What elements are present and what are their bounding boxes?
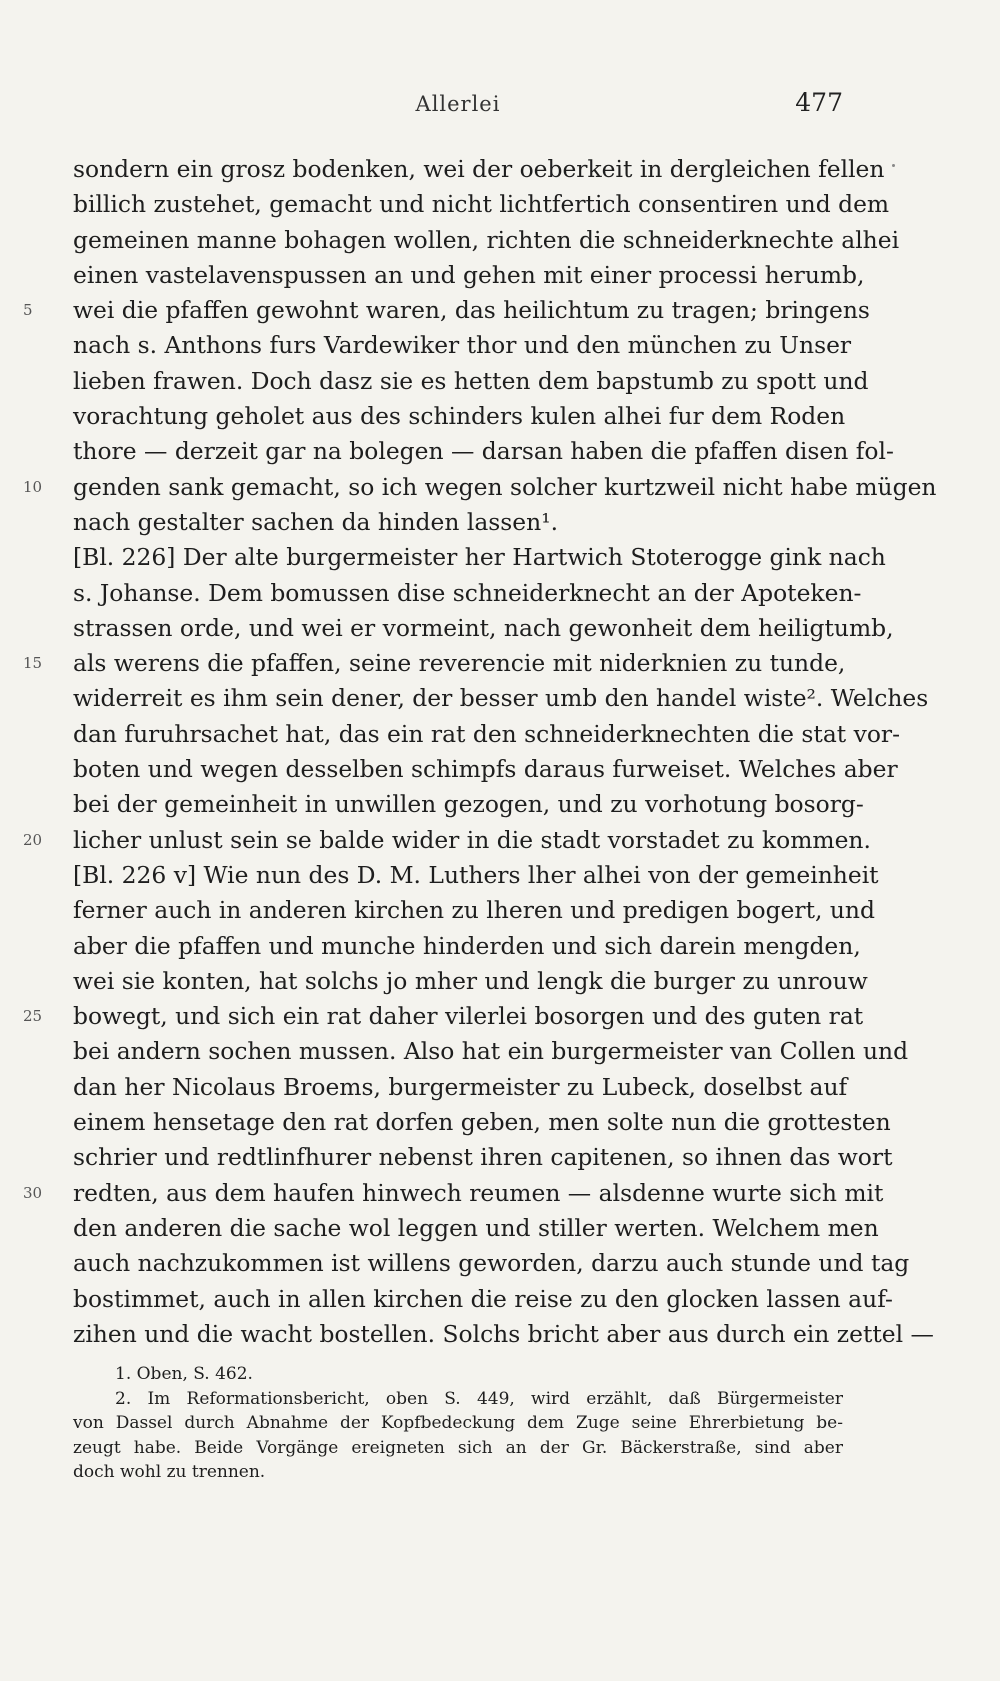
text-line (73, 787, 864, 822)
line-text: genden sank gemacht, so ich wegen solcher kurtzweil nicht habe mügen (73, 472, 937, 501)
page-header (73, 88, 843, 128)
margin-speck (892, 164, 895, 167)
text-line (73, 1317, 934, 1352)
line-text: zihen und die wacht bostellen. Solchs bricht aber aus durch ein zettel — (73, 1319, 934, 1348)
line-text: als werens die pfaffen, seine reverencie mit niderknien zu tunde, (73, 649, 846, 678)
text-line (73, 717, 900, 752)
line-text: boten und wegen desselben schimpfs daraus furweiset. Welches aber (73, 755, 898, 784)
line-text: ferner auch in anderen kirchen zu lheren und predigen bogert, und (73, 896, 875, 925)
line-text: einen vastelavenspussen an und gehen mit einer processi herumb, (73, 260, 865, 289)
text-line (73, 540, 886, 575)
line-number: 25 (23, 1007, 43, 1026)
line-text: nach s. Anthons furs Vardewiker thor und den münchen zu Unser (73, 331, 852, 360)
line-text: lieben frawen. Doch dasz sie es hetten dem bapstumb zu spott und (73, 366, 869, 395)
line-text: auch nachzukommen ist willens geworden, darzu auch stunde und tag (73, 1249, 910, 1278)
text-line (73, 258, 865, 293)
footnotes (73, 1362, 843, 1485)
line-text: sondern ein grosz bodenken, wei der oeberkeit in dergleichen fellen (73, 155, 885, 183)
line-text: nach gestalter sachen da hinden lassen¹. (73, 507, 559, 536)
line-number: 15 (23, 654, 43, 673)
line-text: [Bl. 226] Der alte burgermeister her Hartwich Stoterogge gink nach (73, 543, 886, 572)
footnote-line: 2. Im Reformationsbericht, oben S. 449, wird erzählt, daß Bürgermeister (115, 1388, 843, 1409)
text-line (73, 399, 846, 434)
text-line (23, 999, 864, 1034)
text-line (73, 1246, 910, 1281)
line-text: gemeinen manne bohagen wollen, richten die schneiderknechte alhei (73, 225, 900, 254)
line-number: 20 (23, 830, 43, 849)
text-line (73, 1070, 848, 1105)
text-line (73, 1105, 891, 1140)
text-line (73, 929, 861, 964)
page-number: 477 (795, 88, 843, 117)
line-text: licher unlust sein se balde wider in die stadt vorstadet zu kommen. (73, 825, 871, 854)
line-number: 30 (23, 1183, 43, 1202)
line-text: thore — derzeit gar na bolegen — darsan haben die pfaffen disen fol- (73, 437, 894, 466)
line-number: 10 (23, 477, 43, 496)
text-line (73, 964, 868, 999)
text-line (23, 646, 846, 681)
footnote-line: doch wohl zu trennen. (73, 1462, 266, 1482)
footnote-line: zeugt habe. Beide Vorgänge ereigneten sich an der Gr. Bäckerstraße, sind aber (73, 1437, 843, 1458)
text-line (73, 434, 894, 469)
line-text: dan furuhrsachet hat, das ein rat den schneiderknechten die stat vor- (73, 719, 900, 748)
body-text (23, 152, 937, 1352)
text-line (23, 293, 870, 328)
text-line (73, 1282, 893, 1317)
text-line (73, 223, 900, 258)
text-line (23, 470, 937, 505)
text-line (73, 187, 890, 222)
text-line (73, 1034, 909, 1069)
running-title: Allerlei (415, 92, 501, 116)
line-text: den anderen die sache wol leggen und stiller werten. Welchem men (73, 1213, 879, 1242)
text-line (23, 1176, 884, 1211)
text-line (73, 1211, 879, 1246)
text-line (73, 328, 852, 363)
text-line (73, 681, 929, 716)
text-line (23, 823, 871, 858)
text-line (73, 505, 843, 540)
line-text: vorachtung geholet aus des schinders kulen alhei fur dem Roden (73, 402, 846, 431)
line-text: bei andern sochen mussen. Also hat ein burgermeister van Collen und (73, 1037, 909, 1066)
line-text: bowegt, und sich ein rat daher vilerlei bosorgen und des guten rat (73, 1002, 864, 1031)
text-line (73, 893, 875, 928)
line-text: wei sie konten, hat solchs jo mher und lengk die burger zu unrouw (73, 966, 868, 995)
line-number: 5 (23, 301, 33, 320)
line-text: schrier und redtlinfhurer nebenst ihren capitenen, so ihnen das wort (73, 1143, 893, 1172)
line-text: bei der gemeinheit in unwillen gezogen, und zu vorhotung bosorg- (73, 790, 864, 819)
text-line (73, 364, 869, 399)
line-text: strassen orde, und wei er vormeint, nach gewonheit dem heiligtumb, (73, 613, 894, 642)
line-text: wei die pfaffen gewohnt waren, das heilichtum zu tragen; bringens (73, 296, 870, 325)
text-line (73, 1140, 893, 1175)
footnote-line: von Dassel durch Abnahme der Kopfbedeckung dem Zuge seine Ehrerbietung be- (73, 1413, 843, 1433)
text-line (73, 152, 885, 187)
line-text: einem hensetage den rat dorfen geben, men solte nun die grottesten (73, 1108, 891, 1137)
text-line (73, 611, 894, 646)
line-text: bostimmet, auch in allen kirchen die reise zu den glocken lassen auf- (73, 1284, 893, 1313)
line-text: billich zustehet, gemacht und nicht lichtfertich consentiren und dem (73, 190, 890, 219)
text-line (73, 858, 879, 893)
line-text: redten, aus dem haufen hinwech reumen — alsdenne wurte sich mit (73, 1178, 884, 1207)
line-text: widerreit es ihm sein dener, der besser umb den handel wiste². Welches (73, 684, 929, 713)
footnote-line: 1. Oben, S. 462. (115, 1364, 253, 1384)
text-line (73, 752, 898, 787)
line-text: aber die pfaffen und munche hinderden und sich darein mengden, (73, 931, 861, 960)
line-text: dan her Nicolaus Broems, burgermeister zu Lubeck, doselbst auf (73, 1072, 848, 1101)
text-line (73, 576, 862, 611)
line-text: s. Johanse. Dem bomussen dise schneiderknecht an der Apoteken- (73, 578, 862, 607)
line-text: [Bl. 226 v] Wie nun des D. M. Luthers lher alhei von der gemeinheit (73, 860, 879, 889)
